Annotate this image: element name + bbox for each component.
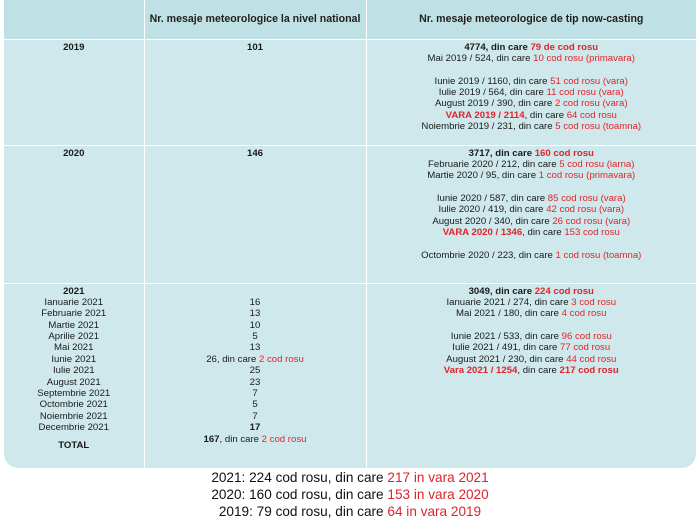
month-count: 5 xyxy=(252,331,258,343)
red-code-count: 153 cod rosu xyxy=(564,227,620,239)
summary-text: 2019: 79 cod rosu, din care xyxy=(218,504,388,519)
line-text: Noiembrie 2019 / 231, din care xyxy=(421,121,556,133)
nowcasting-line xyxy=(367,342,697,353)
month-label: Mai 2021 xyxy=(54,342,94,354)
table-header-row xyxy=(4,0,696,39)
line-text: Martie 2020 / 95, din care xyxy=(427,170,539,182)
spacer xyxy=(367,64,697,75)
nowcasting-line xyxy=(367,365,697,376)
national-cell xyxy=(144,145,366,283)
month-value xyxy=(145,354,366,365)
month-label: Septembrie 2021 xyxy=(37,388,111,400)
nowcasting-cell xyxy=(366,39,696,145)
month-value xyxy=(145,331,366,342)
month-count: 23 xyxy=(249,376,261,388)
month-label: Martie 2021 xyxy=(48,319,100,331)
line-text: Iunie 2020 / 587, din care xyxy=(436,193,548,205)
red-code-count: 64 cod rosu xyxy=(566,109,617,121)
line-text: Mai 2021 / 180, din care xyxy=(456,308,562,320)
summary-block xyxy=(0,469,700,520)
line-text: August 2021 / 230, din care xyxy=(446,353,567,365)
nowcasting-line xyxy=(367,159,697,170)
line-text: Mai 2019 / 524, din care xyxy=(427,52,534,64)
month-label: Octombrie 2021 xyxy=(39,399,108,411)
nowcasting-line xyxy=(367,216,697,227)
nowcasting-line xyxy=(367,227,697,238)
month-value xyxy=(145,377,366,388)
year-label: 2021 xyxy=(63,285,85,297)
month-value xyxy=(145,308,366,319)
summary-summer-count: 64 in vara 2019 xyxy=(387,504,482,519)
table-row-2020 xyxy=(4,145,696,283)
national-count: 146 xyxy=(246,147,263,159)
month-label: Decembrie 2021 xyxy=(38,422,109,434)
month-count: 16 xyxy=(249,296,261,308)
red-code-count: 1 cod rosu (primavara) xyxy=(538,170,636,182)
red-code-count: 160 cod rosu xyxy=(534,147,594,159)
month-count: 13 xyxy=(249,342,261,354)
red-code-count: 1 cod rosu (toamna) xyxy=(555,250,642,262)
nowcasting-line xyxy=(367,331,697,342)
month-count: 26, din care xyxy=(206,353,259,365)
red-code-count: 85 cod rosu (vara) xyxy=(547,193,626,205)
red-code-count: 5 cod rosu (toamna) xyxy=(555,121,642,133)
nowcasting-line xyxy=(367,76,697,87)
national-cell xyxy=(144,39,366,145)
spacer xyxy=(367,320,697,331)
weather-messages-table-panel xyxy=(4,0,696,468)
month-label: Februarie 2021 xyxy=(41,308,107,320)
nowcasting-line xyxy=(367,286,697,297)
header-national-messages: Nr. mesaje meteorologice la nivel national xyxy=(144,0,366,39)
nowcasting-line xyxy=(367,98,697,109)
nowcasting-total: 3717, din care xyxy=(468,147,535,159)
month-count: 5 xyxy=(252,399,258,411)
summary-line xyxy=(0,486,700,503)
red-code-count: 217 cod rosu xyxy=(559,365,619,377)
red-code-count: 44 cod rosu xyxy=(566,353,617,365)
month-label: Aprilie 2021 xyxy=(48,331,100,343)
month-count: 17 xyxy=(249,422,261,434)
summary-text: 2021: 224 cod rosu, din care xyxy=(211,470,388,485)
summer-total: Vara 2021 / 1254 xyxy=(443,365,518,377)
red-code-count: 42 cod rosu (vara) xyxy=(546,204,625,216)
month-label: Noiembrie 2021 xyxy=(39,410,108,422)
nowcasting-cell xyxy=(366,283,696,468)
table-row-2019 xyxy=(4,39,696,145)
line-text: Iulie 2020 / 419, din care xyxy=(438,204,547,216)
year-cell xyxy=(4,39,144,145)
line-text: Iulie 2021 / 491, din care xyxy=(452,342,561,354)
nowcasting-line xyxy=(367,354,697,365)
month-count: 25 xyxy=(249,365,261,377)
year-label: 2019 xyxy=(63,41,85,53)
total-count: 167 xyxy=(203,433,220,445)
red-code-count: 2 cod rosu xyxy=(259,353,304,365)
spacer xyxy=(367,182,697,193)
year-label: 2020 xyxy=(63,147,85,159)
line-text: August 2020 / 340, din care xyxy=(432,215,553,227)
red-code-count: 51 cod rosu (vara) xyxy=(550,75,628,87)
red-code-count: 2 cod rosu xyxy=(261,433,307,445)
line-text: , din care xyxy=(517,365,560,377)
line-text: , din care xyxy=(219,433,262,445)
nowcasting-line xyxy=(367,297,697,308)
nowcasting-cell xyxy=(366,145,696,283)
red-code-count: 26 cod rosu (vara) xyxy=(552,215,631,227)
nowcasting-line xyxy=(367,42,697,53)
summary-text: 2020: 160 cod rosu, din care xyxy=(211,487,388,502)
summary-summer-count: 217 in vara 2021 xyxy=(387,470,489,485)
summary-line xyxy=(0,503,700,520)
nowcasting-line xyxy=(367,110,697,121)
month-value xyxy=(145,399,366,410)
red-code-count: 5 cod rosu (iarna) xyxy=(559,158,635,170)
line-text: Ianuarie 2021 / 274, din care xyxy=(446,296,572,308)
year-cell xyxy=(4,145,144,283)
month-value xyxy=(145,342,366,353)
weather-messages-table xyxy=(4,0,696,468)
national-count: 101 xyxy=(246,41,263,53)
month-value xyxy=(145,388,366,399)
line-text: Iulie 2019 / 564, din care xyxy=(438,87,547,99)
line-text: Iunie 2021 / 533, din care xyxy=(450,331,562,343)
line-text: , din care xyxy=(524,109,567,121)
line-text: , din care xyxy=(522,227,565,239)
red-code-count: 11 cod rosu (vara) xyxy=(546,87,624,99)
month-value xyxy=(145,422,366,433)
national-months-cell xyxy=(144,283,366,468)
red-code-count: 224 cod rosu xyxy=(534,285,594,297)
month-label: Iulie 2021 xyxy=(52,365,95,377)
month-value xyxy=(145,411,366,422)
spacer xyxy=(367,239,697,250)
line-text: August 2019 / 390, din care xyxy=(434,98,555,110)
month-value xyxy=(145,320,366,331)
summary-line xyxy=(0,469,700,486)
month-count: 7 xyxy=(252,410,258,422)
month-label: August 2021 xyxy=(46,376,101,388)
month-count: 10 xyxy=(249,319,261,331)
nowcasting-line xyxy=(367,87,697,98)
month-label: Iunie 2021 xyxy=(51,353,97,365)
month-value xyxy=(145,297,366,308)
summer-total: VARA 2019 / 2114 xyxy=(445,109,525,121)
red-code-count: 77 cod rosu xyxy=(560,342,611,354)
month-count: 13 xyxy=(249,308,261,320)
summary-summer-count: 153 in vara 2020 xyxy=(387,487,489,502)
red-code-count: 2 cod rosu (vara) xyxy=(555,98,628,110)
line-text: Februarie 2020 / 212, din care xyxy=(428,158,560,170)
month-label: Ianuarie 2021 xyxy=(44,296,104,308)
nowcasting-line xyxy=(367,170,697,181)
nowcasting-line xyxy=(367,308,697,319)
header-nowcasting-messages: Nr. mesaje meteorologice de tip now-casting xyxy=(366,0,696,39)
nowcasting-line xyxy=(367,53,697,64)
nowcasting-total: 4774, din care xyxy=(464,41,531,53)
month-count: 7 xyxy=(252,388,258,400)
nowcasting-line xyxy=(367,204,697,215)
nowcasting-line xyxy=(367,148,697,159)
red-code-count: 79 de cod rosu xyxy=(530,41,599,53)
month-value xyxy=(145,365,366,376)
nowcasting-line xyxy=(367,250,697,261)
line-text: Iunie 2019 / 1160, din care xyxy=(434,75,551,87)
line-text: Octombrie 2020 / 223, din care xyxy=(421,250,556,262)
total-label: TOTAL xyxy=(58,439,90,451)
red-code-count: 10 cod rosu (primavara) xyxy=(533,52,635,64)
red-code-count: 4 cod rosu xyxy=(561,308,607,320)
red-code-count: 3 cod rosu xyxy=(571,296,617,308)
total-value xyxy=(145,434,366,445)
year-months-cell xyxy=(4,283,144,468)
nowcasting-total: 3049, din care xyxy=(468,285,535,297)
summer-total: VARA 2020 / 1346 xyxy=(442,227,523,239)
nowcasting-line xyxy=(367,193,697,204)
red-code-count: 96 cod rosu xyxy=(561,331,612,343)
table-row-2021 xyxy=(4,283,696,468)
header-year xyxy=(4,0,144,39)
nowcasting-line xyxy=(367,121,697,132)
